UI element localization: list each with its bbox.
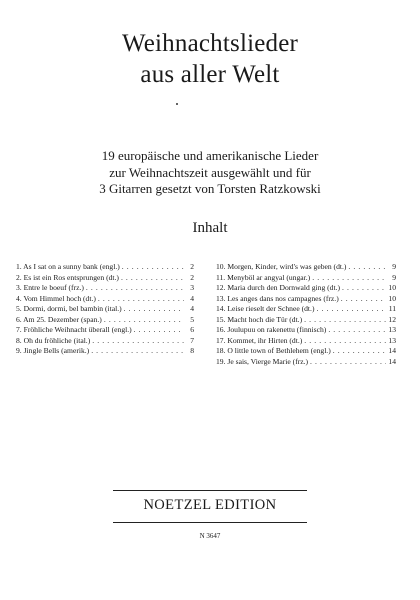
toc-entry [16,315,194,326]
toc-entry-title: 18. O little town of Bethlehem (engl.) [216,346,331,355]
toc-entry-title: 8. Oh du fröhliche (ital.) [16,335,91,345]
subtitle-line-1: 19 europäische und amerikanische Lieder [101,148,319,163]
toc-leader-dots [86,283,184,294]
toc-column-left [16,262,194,367]
toc-entry-title: 9. Jingle Bells (amerik.) [16,346,90,355]
toc-entry [216,346,396,357]
toc-entry-page: 7 [190,335,194,345]
toc-entry-title: 4. Vom Himmel hoch (dt.) [16,293,96,303]
toc-entry [16,336,194,347]
toc-entry-page: 10 [388,293,396,303]
toc-entry-page: 3 [190,283,194,292]
toc-entry-page: 4 [190,304,194,313]
toc-entry [216,273,396,284]
toc-leader-dots [121,273,184,284]
toc-leader-dots [348,262,386,273]
toc-entry [16,346,194,357]
toc-entry-page: 10 [388,283,396,292]
toc-leader-dots [104,315,184,326]
toc-entry-title: 14. Leise rieselt der Schnee (dt.) [216,304,315,313]
toc-leader-dots [312,273,386,284]
title-line-2: aus aller Welt [140,61,280,88]
toc-leader-dots [316,304,386,315]
toc-entry-title: 3. Entre le boeuf (frz.) [16,283,84,292]
toc-entry-page: 13 [388,335,396,345]
toc-leader-dots [310,357,386,368]
toc-entry-title: 7. Fröhliche Weihnacht überall (engl.) [16,325,132,334]
toc-entry-title: 12. Maria durch den Dornwald ging (dt.) [216,283,340,292]
toc-entry [16,304,194,315]
toc-leader-dots [342,283,386,294]
toc-entry-title: 6. Am 25. Dezember (span.) [16,314,102,324]
page-title [0,28,420,90]
toc-entry-page: 13 [388,325,396,334]
toc-leader-dots [124,304,184,315]
subtitle-line-2: zur Weihnachtszeit ausgewählt und für [109,164,311,180]
print-speck [176,103,178,105]
toc-entry [216,336,396,347]
toc-column-right [216,262,396,367]
subtitle-line-3: 3 Gitarren gesetzt von Torsten Ratzkowski [99,181,321,196]
toc-entry [216,325,396,336]
toc-leader-dots [304,336,386,347]
toc-entry [16,283,194,294]
toc-entry-page: 9 [392,262,396,271]
toc-entry-page: 11 [388,304,396,313]
toc-leader-dots [304,315,386,326]
toc-leader-dots [91,346,184,357]
toc-entry-page: 2 [190,262,194,271]
toc-heading: Inhalt [192,220,228,236]
toc-leader-dots [98,294,184,305]
toc-entry-page: 2 [190,272,194,282]
toc-entry-page: 12 [388,314,396,324]
toc-entry-title: 19. Je sais, Vierge Marie (frz.) [216,356,309,366]
toc-entry [16,325,194,336]
toc-entry-title: 5. Dormi, dormi, bel bambin (ital.) [16,304,122,313]
toc-entry [216,262,396,273]
toc-leader-dots [134,325,184,336]
toc-leader-dots [333,346,386,357]
toc-entry [16,262,194,273]
toc-entry [216,357,396,368]
toc-entry [216,283,396,294]
toc-leader-dots [122,262,184,273]
toc-entry-title: 2. Es ist ein Ros entsprungen (dt.) [16,272,119,282]
subtitle [0,148,420,198]
toc-entry [216,304,396,315]
publisher-rule-bottom [113,522,307,523]
publisher-rule-top [113,490,307,491]
toc-leader-dots [341,294,386,305]
toc-entry [216,294,396,305]
toc-entry-title: 16. Joulupuu on rakenettu (finnisch) [216,325,327,334]
publisher-name: NOETZEL EDITION [143,497,277,513]
table-of-contents [16,262,396,367]
toc-leader-dots [328,325,386,336]
toc-entry [216,315,396,326]
toc-entry-page: 4 [190,293,194,303]
toc-entry-page: 9 [392,272,396,282]
toc-entry-title: 17. Kommet, ihr Hirten (dt.) [216,335,303,345]
title-line-1: Weihnachtslieder [121,30,299,57]
toc-entry [16,294,194,305]
toc-entry-page: 14 [388,356,396,366]
toc-entry-page: 6 [190,325,194,334]
toc-entry-page: 5 [190,314,194,324]
toc-entry [16,273,194,284]
toc-entry-title: 1. As I sat on a sunny bank (engl.) [16,262,120,271]
toc-entry-title: 11. Menyböl ar angyal (ungar.) [216,272,311,282]
toc-entry-title: 13. Les anges dans nos campagnes (frz.) [216,293,339,303]
toc-entry-title: 15. Macht hoch die Tür (dt.) [216,314,303,324]
toc-entry-page: 14 [388,346,396,355]
toc-leader-dots [92,336,184,347]
toc-entry-page: 8 [190,346,194,355]
catalog-number: N 3647 [199,532,221,540]
toc-entry-title: 10. Morgen, Kinder, wird's was geben (dt.) [216,262,347,271]
